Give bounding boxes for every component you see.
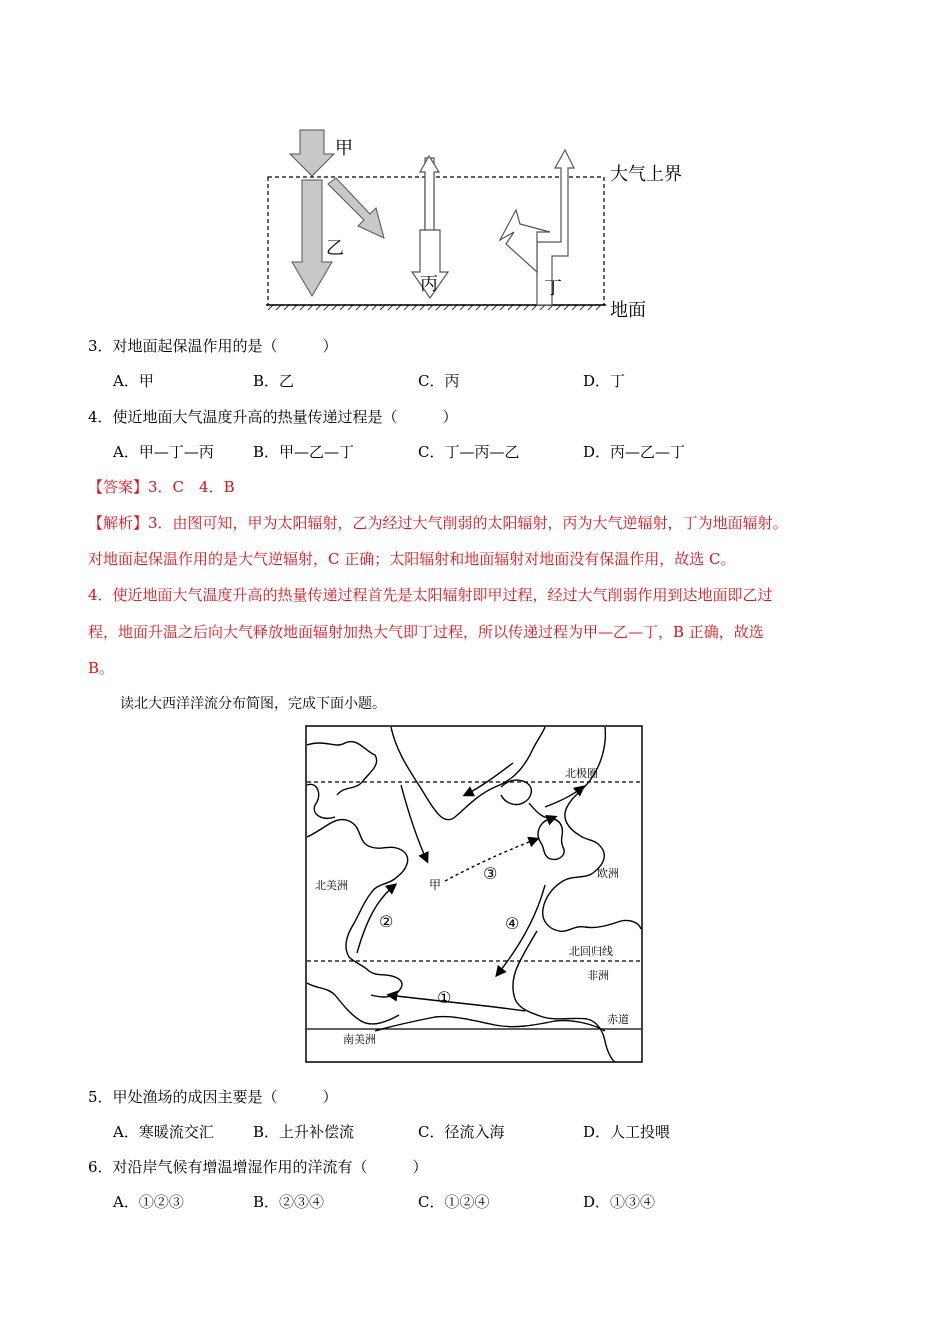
map-label-jia: 甲 (429, 878, 442, 892)
analysis-line-1 (88, 513, 788, 533)
map-label-africa: 非洲 (587, 969, 609, 982)
q3-option-b[interactable]: B．乙 (253, 372, 295, 390)
north-atlantic-current-map (305, 725, 643, 1063)
q5-stem: 5．甲处渔场的成因主要是（ ） (88, 1088, 338, 1106)
q6-option-c[interactable]: C．①②④ (418, 1193, 490, 1211)
q5-option-a[interactable]: A．寒暖流交汇 (113, 1123, 214, 1141)
analysis-line-2: 对地面起保温作用的是大气逆辐射，C 正确；太阳辐射和地面辐射对地面没有保温作用，故选 C。 (88, 550, 736, 568)
q5-option-b[interactable]: B．上升补偿流 (253, 1123, 355, 1141)
map-label-europe: 欧洲 (597, 867, 619, 880)
answer-text: 3．C 4．B (148, 478, 235, 496)
q5-option-d[interactable]: D．人工投喂 (583, 1123, 671, 1141)
map-label-south-america: 南美洲 (343, 1033, 376, 1046)
analysis-line-4: 程，地面升温之后向大气释放地面辐射加热大气即丁过程，所以传递过程为甲—乙—丁，B 正确，故选 (88, 623, 764, 641)
q3-option-d[interactable]: D．丁 (583, 372, 626, 390)
map-label-north-america: 北美洲 (315, 879, 348, 892)
q6-option-b[interactable]: B．②③④ (253, 1193, 325, 1211)
label-atmosphere-top: 大气上界 (610, 164, 682, 185)
map-intro: 读北大西洋洋流分布简图，完成下面小题。 (120, 696, 386, 712)
q4-option-d[interactable]: D．丙—乙—丁 (583, 443, 686, 461)
map-label-current-3: ③ (483, 864, 498, 883)
label-bing: 丙 (420, 274, 438, 295)
scattered-radiation-arrow (328, 178, 384, 238)
map-label-current-1: ① (437, 988, 452, 1007)
map-label-equator: 赤道 (607, 1013, 629, 1026)
q6-option-d[interactable]: D．①③④ (583, 1193, 656, 1211)
map-label-tropic: 北回归线 (569, 945, 613, 958)
label-yi: 乙 (326, 238, 344, 259)
map-label-current-2: ② (379, 912, 394, 931)
analysis-line-5: B。 (88, 659, 115, 677)
atmosphere-heat-diagram (262, 122, 702, 322)
q3-option-c[interactable]: C．丙 (418, 372, 460, 390)
answer-line (88, 477, 235, 497)
q4-stem: 4．使近地面大气温度升高的热量传递过程是（ ） (88, 408, 458, 426)
q4-option-b[interactable]: B．甲—乙—丁 (253, 443, 355, 461)
answer-label: 【答案】 (88, 478, 149, 496)
map-label-arctic-circle: 北极圈 (565, 767, 598, 780)
q6-option-a[interactable]: A．①②③ (113, 1193, 184, 1211)
label-ground: 地面 (610, 300, 646, 321)
label-ding: 丁 (544, 278, 562, 299)
jia-solar-radiation-arrow (290, 130, 334, 176)
q6-stem: 6．对沿岸气候有增温增湿作用的洋流有（ ） (88, 1158, 428, 1176)
q4-option-a[interactable]: A．甲—丁—丙 (113, 443, 214, 461)
q3-option-a[interactable]: A．甲 (113, 372, 154, 390)
label-jia: 甲 (335, 138, 353, 159)
analysis-label: 【解析】 (88, 514, 149, 532)
analysis-line-3: 4．使近地面大气温度升高的热量传递过程首先是太阳辐射即甲过程，经过大气削弱作用到达地面即乙过 (88, 586, 773, 604)
analysis-text-1: 3．由图可知，甲为太阳辐射，乙为经过大气削弱的太阳辐射，丙为大气逆辐射，丁为地面辐射。 (148, 514, 788, 532)
q4-option-c[interactable]: C．丁—丙—乙 (418, 443, 520, 461)
bing-up-arrow-head (420, 156, 439, 230)
q3-stem: 3．对地面起保温作用的是（ ） (88, 337, 338, 355)
map-label-current-4: ④ (505, 914, 520, 933)
q5-option-c[interactable]: C．径流入海 (418, 1123, 505, 1141)
